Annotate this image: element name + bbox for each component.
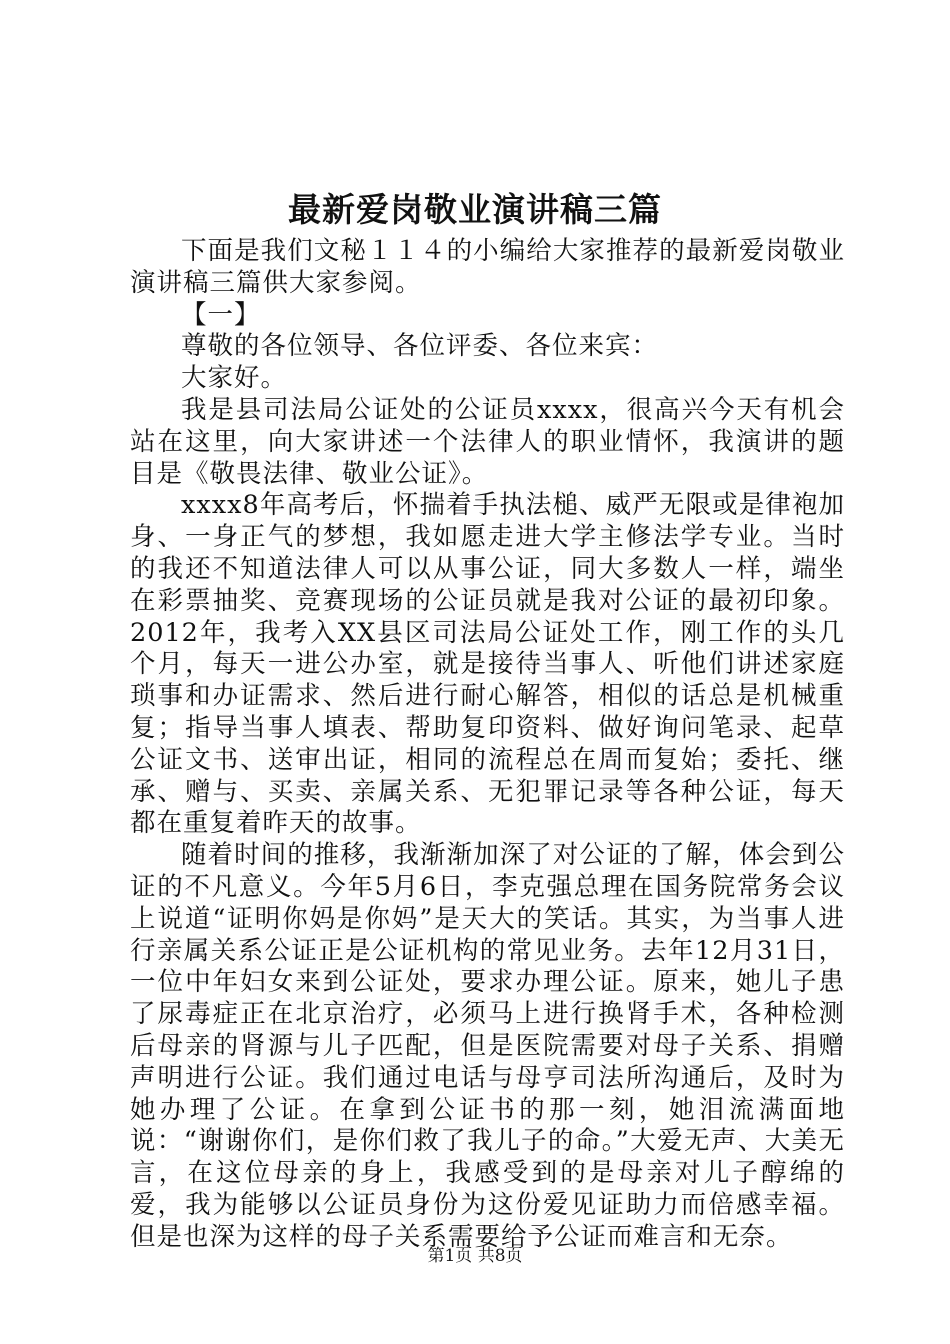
paragraph-greeting: 大家好。 (181, 363, 288, 394)
paragraph-story: 随着时间的推移，我渐渐加深了对公证的了解，体会到公证的不凡意义。今年5月6日，李克强总理在国务院常务会议上说道“证明你妈是你妈”是天大的笑话。其实，为当事人进行亲属关系公证正是公证机构的常见业务。去年12月31日，一位中年妇女来到公证处，要求办理公证。原来，她儿子患了尿毒症正在北京治疗，必须马上进行换肾手术，各种检测后母亲的肾源与儿子匹配，但是医院需要对母子关系、捐赠声明进行公证。我们通过电话与母亨司法所沟通后，及时为她办理了公证。在拿到公证书的那一刻，她泪流满面地说：“谢谢你们，是你们救了我儿子的命。”大爱无声、大美无言，在这位母亲的身上，我感受到的是母亲对儿子醇绵的爱，我为能够以公证员身份为这份爱见证助力而倍感幸福。但是也深为这样的母子关系需要给予公证而难言和无奈。 (130, 840, 845, 1252)
document-body (130, 236, 845, 1254)
paragraph-background: xxxx8年高考后，怀揣着手执法槌、威严无限或是律袍加身、一身正气的梦想，我如愿走进大学主修法学专业。当时的我还不知道法律人可以从事公证，同大多数人一样，端坐在彩票抽奖、竞赛现场的公证员就是我对公证的最初印象。2012年，我考入XX县区司法局公证处工作，刚工作的头几个月，每天一进公办室，就是接待当事人、听他们讲述家庭琐事和办证需求、然后进行耐心解答，相似的话总是机械重复；指导当事人填表、帮助复印资料、做好询问笔录、起草公证文书、送审出证，相同的流程总在周而复始；委托、继承、赠与、买卖、亲属关系、无犯罪记录等各种公证，每天都在重复着昨天的故事。 (130, 490, 845, 839)
paragraph-salutation: 尊敬的各位领导、各位评委、各位来宾： (181, 331, 659, 362)
paragraph-intro: 下面是我们文秘１１４的小编给大家推荐的最新爱岗敬业演讲稿三篇供大家参阅。 (130, 236, 845, 298)
document-title: 最新爱岗敬业演讲稿三篇 (288, 190, 662, 229)
section-heading: 【一】 (181, 299, 261, 330)
paragraph-self-intro: 我是县司法局公证处的公证员xxxx，很高兴今天有机会站在这里，向大家讲述一个法律人的职业情怀，我演讲的题目是《敬畏法律、敬业公证》。 (130, 394, 845, 489)
page-footer: 第1页 共8页 (427, 1246, 523, 1266)
